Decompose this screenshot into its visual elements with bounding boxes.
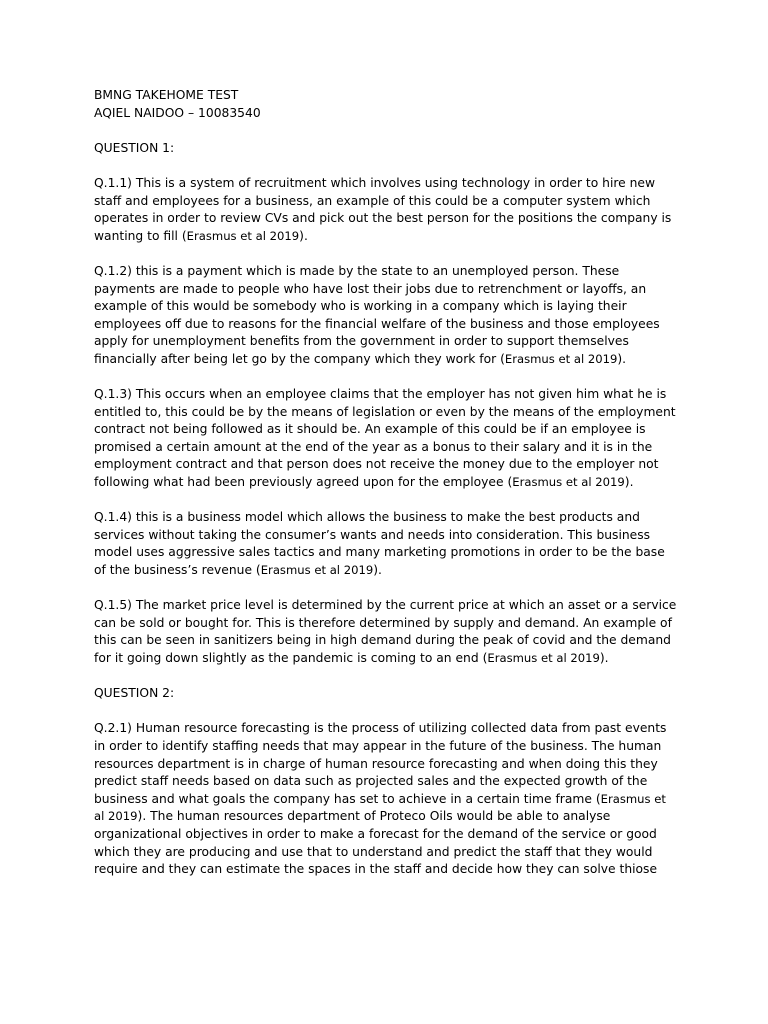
citation: Erasmus et al 2019 [512,475,625,490]
citation: Erasmus et al 2019 [186,228,300,243]
answer-text: Q.2.1) Human resource forecasting is the process of utilizing collected data from past events in order to identify staffing needs that may appear in the future of the business. The human resources department is in charge of human resource forecasting and when doing this they predict staff needs based on data such as projected sales and the expected growth of the business and what goals the company has set to achieve in a certain time frame ( [94,721,667,806]
answer-text: Q.1.3) This occurs when an employee claims that the employer has not given him what he is entitled to, this could be by the means of legislation or even by the means of the employment contract not being followed as it should be. An example of this could be if an employee is promised a certain amount at the end of the year as a bonus to their salary and it is in the employment contract and that person does not receive the money due to the employer not following what had been previously agreed upon for the employee ( [94,387,676,490]
answer-q1-1 [94,175,678,245]
citation: Erasmus et al 2019 [260,563,374,578]
citation: Erasmus et al 2019 [504,351,618,366]
citation: Erasmus et al 2019 [487,651,600,665]
citation: Erasmus et al 2019 [94,791,666,824]
document-title: BMNG TAKEHOME TEST [94,88,239,102]
document-page [94,87,678,879]
answer-tail: ). The human resources department of Proteco Oils would be able to analyse organizational objectives in order to make a forecast for the demand of the service or good which they are producing and use that to understand and predict the staff that they would require and they can estimate the spaces in the staff and decide how they can solve thiose [94,809,658,877]
answer-q1-5 [94,597,678,667]
answer-text: Q.1.4) this is a business model which allows the business to make the best products and services without taking the consumer’s wants and needs into consideration. This business model uses aggressive sales tactics and many marketing promotions in order to be the base of the business’s revenue ( [94,510,665,578]
answer-tail: ). [299,228,308,243]
answer-tail: ). [373,563,382,578]
answer-text: Q.1.5) The market price level is determined by the current price at which an asset or a service can be sold or bought for. This is therefore determined by supply and demand. An example of this can be seen in sanitizers being in high demand during the peak of covid and the demand for it going down slightly as the pandemic is coming to an end ( [94,598,677,665]
answer-tail: ). [599,651,609,665]
author-line: AQIEL NAIDOO – 10083540 [94,105,261,120]
answer-q1-4 [94,509,678,579]
answer-tail: ). [624,475,634,490]
answer-q1-2 [94,263,678,369]
answer-text: Q.1.1) This is a system of recruitment which involves using technology in order to hire new staff and employees for a business, an example of this could be a computer system which operates in order to review CVs and pick out the best person for the positions the company is wanting to fill ( [94,175,672,243]
answer-q2-1 [94,720,678,878]
answer-tail: ). [617,351,627,366]
answer-text: Q.1.2) this is a payment which is made by the state to an unemployed person. These payments are made to people who have lost their jobs due to retrenchment or layoffs, an example of this would be somebody who is working in a company which is laying their employees off due to reasons for the financial welfare of the business and those employees apply for unemployment benefits from the government in order to support themselves financially after being let go by the company which they work for ( [94,263,660,366]
question-1-heading: QUESTION 1: [94,140,175,155]
answer-q1-3 [94,386,678,492]
question-2-heading: QUESTION 2: [94,686,175,701]
